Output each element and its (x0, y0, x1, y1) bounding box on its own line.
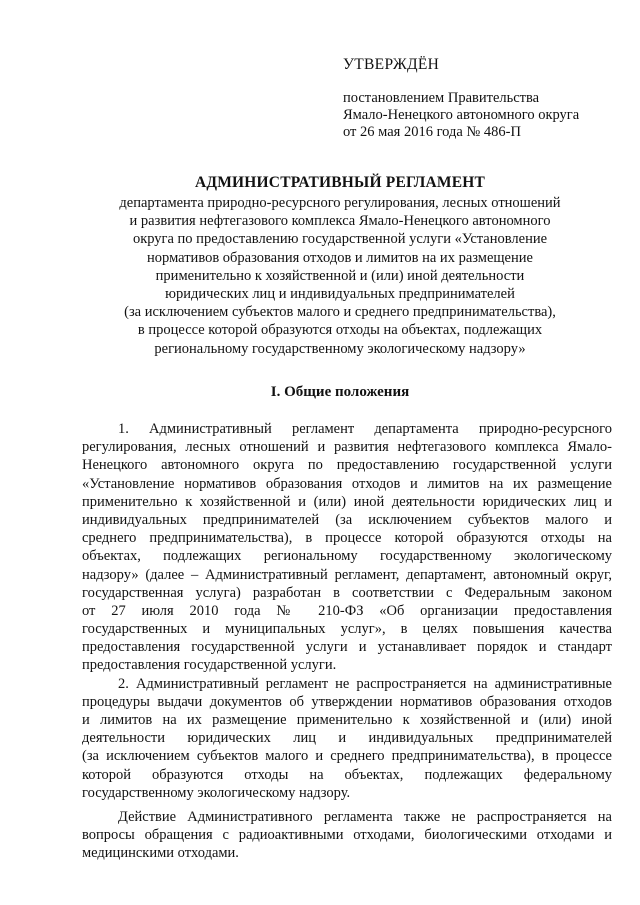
approval-line: Ямало-Ненецкого автономного округа (343, 107, 580, 123)
paragraph-line: Ненецкого автономного округа по предоставлению государственной услуги (82, 457, 612, 474)
paragraph-line: процедуры выдачи документов об утверждении нормативов образования отходов (82, 693, 612, 710)
subtitle-line: (за исключением субъектов малого и среднего предпринимательства), (124, 304, 556, 321)
paragraph-line: «Установление нормативов образования отходов и лимитов на их размещение (82, 475, 612, 492)
paragraph-line: которой образуются отходы на объектах, подлежащих федеральному (82, 766, 612, 783)
paragraph-line: государственных и муниципальных услуг», в целях повышения качества (82, 621, 612, 638)
paragraph-line: регулирования, лесных отношений и развития нефтегазового комплекса Ямало- (82, 439, 612, 456)
paragraph-line: государственная услуга) разработан в соответствии с Федеральным законом (82, 584, 612, 601)
subtitle-line: округа по предоставлению государственной услуги «Установление (132, 231, 548, 248)
title-block (60, 174, 620, 358)
paragraph-2 (82, 675, 612, 802)
document-title: АДМИНИСТРАТИВНЫЙ РЕГЛАМЕНТ (194, 174, 486, 191)
subtitle-line: департамента природно-ресурсного регулирования, лесных отношений (119, 195, 561, 211)
paragraph-line: предоставления государственной услуги. (82, 657, 337, 674)
subtitle-line: применительно к хозяйственной и (или) иной деятельности (155, 267, 525, 284)
approval-line: от 26 мая 2016 года № 486-П (343, 124, 521, 140)
subtitle-line: нормативов образования отходов и лимитов на их размещение (147, 249, 533, 266)
paragraph-line: индивидуальных предпринимателей (за исключением субъектов малого и (82, 511, 612, 528)
section-heading: I. Общие положения (270, 384, 410, 400)
paragraph-1 (82, 420, 612, 675)
subtitle-line: и развития нефтегазового комплекса Ямало-Ненецкого автономного (129, 213, 551, 230)
paragraph-line: вопросы обращения с радиоактивными отходами, биологическими отходами и (82, 827, 612, 844)
paragraph-line: предоставления государственной услуги и устанавливает порядок и стандарт (82, 639, 612, 656)
paragraph-line: надзору» (далее – Административный регламент, департамент, автономный округ, (82, 566, 612, 583)
paragraph-line: применительно к хозяйственной и (или) иной деятельности юридических лиц и (82, 493, 612, 510)
paragraph-line: (за исключением субъектов малого и среднего предпринимательства), в процессе (82, 748, 612, 765)
paragraph-line: медицинскими отходами. (82, 845, 239, 862)
approval-stamp: УТВЕРЖДЁН (343, 56, 440, 73)
paragraph-3 (82, 808, 612, 863)
subtitle-line: в процессе которой образуются отходы на объектах, подлежащих (137, 322, 543, 339)
paragraph-line: государственному экологическому надзору. (82, 784, 351, 801)
paragraph-line: Действие Административного регламента также не распространяется на (118, 808, 612, 825)
paragraph-line: среднего предпринимательства), в процессе которой образуются отходы на (82, 530, 612, 547)
paragraph-line: деятельности юридических лиц и индивидуальных предпринимателей (82, 730, 612, 747)
subtitle-line: юридических лиц и индивидуальных предпринимателей (165, 286, 515, 303)
approval-line: постановлением Правительства (343, 90, 540, 106)
body-text (82, 420, 612, 863)
paragraph-line: объектах, подлежащих региональному государственному экологическому (82, 548, 612, 565)
approval-block (343, 56, 603, 141)
paragraph-line: 2. Административный регламент не распространяется на административные (118, 675, 612, 692)
subtitle-line: региональному государственному экологическому надзору» (154, 340, 526, 357)
paragraph-line: 1. Административный регламент департамента природно-ресурсного (118, 421, 612, 437)
paragraph-line: от 27 июля 2010 года № 210-ФЗ «Об организации предоставления (82, 602, 612, 619)
paragraph-line: и лимитов на их размещение применительно к хозяйственной и (или) иной (82, 712, 612, 728)
